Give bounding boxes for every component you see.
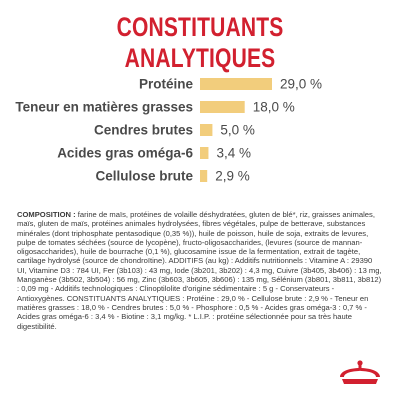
- bar: [200, 101, 245, 113]
- bar: [200, 147, 208, 159]
- bar: [200, 170, 207, 182]
- category-label: Acides gras oméga-6: [57, 145, 193, 161]
- bar: [200, 78, 272, 90]
- category-label: Teneur en matières grasses: [15, 99, 193, 115]
- value-label: 18,0 %: [252, 99, 295, 115]
- category-label: Protéine: [138, 76, 193, 92]
- bar-chart: [0, 70, 400, 200]
- category-label: Cendres brutes: [93, 122, 193, 138]
- royal-canin-crown-logo-icon: [334, 355, 386, 395]
- value-label: 29,0 %: [280, 76, 323, 92]
- category-label: Cellulose brute: [95, 168, 193, 184]
- composition-text: farine de maïs, protéines de volaille déshydratées, gluten de blé*, riz, graisses animales, maïs, gluten de maïs, protéines animales hydrolysées, fibres végétales, pulpe de betterave, substances minérales (dont triphosphate pentasodique (0,35 %)), huile de poisson, huile de soja, extraits de levures, pulpe de tomates séchées (source de lycopène), fructo-oligosaccharides, (levures (source de mannan-oligosaccharides), huile de bourrache (0,1 %), glucosamine issue de la fermentation, extrait de tagète, cartilage hydrolysé (source de chondroïtine). ADDITIFS (au kg) : Additifs nutritionnels : Vitamine A : 29390 UI, Vitamine D3 : 784 UI, Fer (3b103) : 43 mg, Iode (3b201, 3b202) : 4,3 mg, Cuivre (3b405, 3b406) : 13 mg, Manganèse (3b502, 3b504) : 56 mg, Zinc (3b603, 3b605, 3b606) : 135 mg, Sélénium (3b801, 3b811, 3b812) : 0,09 mg - Additifs technologiques : Clinoptilolite d'origine sédimentaire : 5 g - Conservateurs - Antioxygènes. CONSTITUANTS ANALYTIQUES : Protéine : 29,0 % - Cellulose brute : 2,9 % - Teneur en matières grasses : 18,0 % - Cendres brutes : 5,0 % - Phosphore : 0,5 % - Acides gras oméga-3 : 0,7 % - Acides gras oméga-6 : 3,4 % - Biotine : 3,1 mg/kg. * L.I.P. : protéine sélectionnée pour sa très haute digestibilité.: [17, 210, 382, 331]
- page-title: CONSTITUANTS ANALYTIQUES: [116, 12, 284, 73]
- value-label: 5,0 %: [220, 122, 255, 138]
- value-label: 2,9 %: [215, 168, 250, 184]
- value-label: 3,4 %: [216, 145, 251, 161]
- composition-heading: COMPOSITION :: [17, 210, 76, 219]
- bar: [200, 124, 212, 136]
- composition-block: [17, 210, 383, 331]
